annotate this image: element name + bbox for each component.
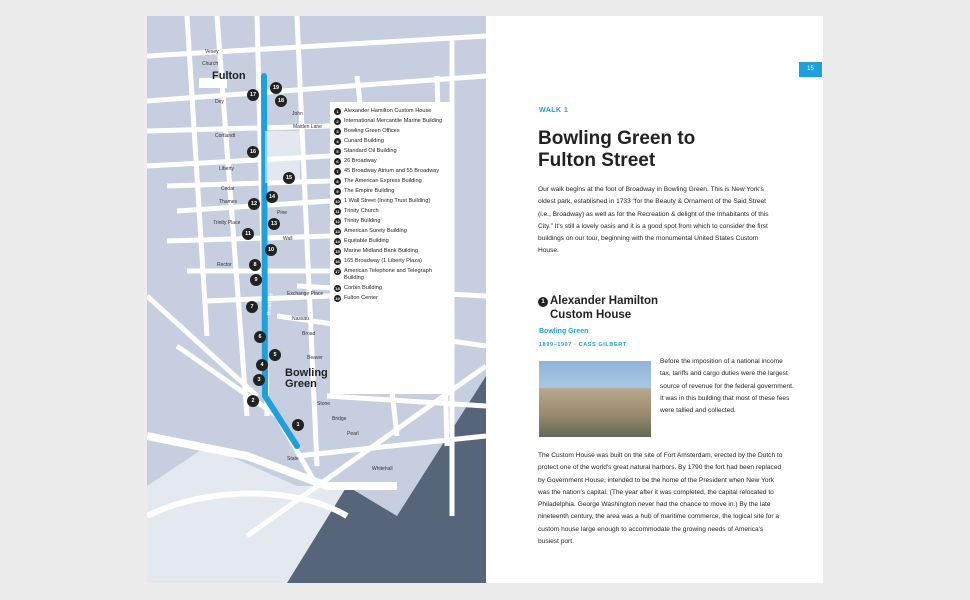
map-label-bowling-green: Bowling Green [285,367,328,390]
legend-item [334,188,448,195]
map-label-thames: Thames [219,199,238,205]
legend-item [334,258,448,265]
map-label-bridge: Bridge [332,416,347,422]
legend-number: 14 [335,239,340,244]
section-number-badge: 1 [538,297,548,307]
legend-number: 12 [335,219,340,224]
legend-text: 165 Broadway (1 Liberty Plaza) [344,258,423,264]
legend-number: 4 [334,138,341,145]
map-label-maiden-lane: Maiden Lane [293,124,322,130]
walk-map [147,16,486,583]
map-marker-6: 6 [254,331,266,343]
page-number: 15 [799,62,822,77]
map-marker-19: 19 [270,82,282,94]
legend-text: Fulton Center [344,295,378,301]
map-marker-13: 13 [268,218,280,230]
legend-number: 9 [334,188,341,195]
map-label-church: Church [202,61,219,67]
map-label-exchange-place: Exchange Place [287,291,324,297]
page-title: Bowling Green to Fulton Street [538,128,696,171]
map-label-whitehall: Whitehall [372,466,393,472]
map-marker-11: 11 [242,228,254,240]
map-label-stone: Stone [317,401,331,407]
legend-item [334,295,448,302]
legend-text: 26 Broadway [344,158,377,164]
legend-number: 18 [335,286,340,291]
map-marker-4: 4 [256,359,268,371]
book-spread [147,16,823,583]
text-page [486,16,823,583]
map-marker-10: 10 [265,244,277,256]
map-label-fulton: Fulton [212,70,246,82]
legend-number: 13 [335,229,340,234]
legend-text: American Surety Building [344,228,407,234]
map-marker-16: 16 [247,146,259,158]
legend-item [334,178,448,185]
legend-text: Trinity Building [344,218,381,224]
legend-item [334,198,448,205]
legend-text: Marine Midland Bank Building [344,248,419,254]
legend-item [334,118,448,125]
legend-number: 1 [334,108,341,115]
legend-number: 7 [334,168,341,175]
map-label-broadway: Broadway [266,292,275,316]
map-label-nassau: Nassau [292,316,309,322]
map-marker-14: 14 [266,191,278,203]
map-marker-3: 3 [253,374,265,386]
legend-text: Cunard Building [344,138,384,144]
map-marker-17: 17 [247,89,259,101]
legend-item [334,148,448,155]
legend-number: 2 [334,118,341,125]
legend-text: Alexander Hamilton Custom House [344,108,432,114]
map-label-cortlandt: Cortlandt [215,133,236,139]
legend-text: International Mercantile Marine Building [344,118,443,124]
legend-number: 6 [334,158,341,165]
section-title [538,294,670,322]
map-legend [330,102,452,394]
map-label-broad: Broad [302,331,316,337]
legend-text: Bowling Green Offices [344,128,400,134]
body-paragraph-1: Before the imposition of a national income tax, tariffs and cargo duties were the largest source of revenue for the federal government. It was in this building that most of these fees were tallied and collected. [660,358,794,415]
map-label-rector: Rector [217,262,232,268]
map-label-pine: Pine [277,210,288,216]
map-marker-15: 15 [283,172,295,184]
map-label-trinity-place: Trinity Place [213,220,241,226]
legend-number: 8 [334,178,341,185]
legend-text: Equitable Building [344,238,389,244]
legend-number: 16 [335,259,340,264]
legend-number: 15 [335,249,340,254]
legend-text: Corbin Building [344,285,382,291]
legend-number: 17 [335,269,340,274]
legend-item [334,108,448,115]
map-label-liberty: Liberty [219,166,235,172]
map-marker-2: 2 [247,395,259,407]
map-marker-18: 18 [275,95,287,107]
map-marker-1: 1 [292,419,304,431]
map-label-pearl: Pearl [347,431,359,437]
legend-item [334,218,448,225]
map-marker-8: 8 [249,259,261,271]
legend-text: 1 Wall Street (Irving Trust Building) [344,198,431,204]
walk-label: WALK 1 [539,107,569,114]
legend-item [334,158,448,165]
legend-item [334,238,448,245]
legend-item [334,138,448,145]
legend-item [334,285,448,292]
legend-number: 3 [334,128,341,135]
body-paragraph-2: The Custom House was built on the site of Fort Amsterdam, erected by the Dutch to protect one of the world's great natural harbors. By 1790 the fort had been replaced by Government House, intended to be the home of the President when New York was the nation's capital. (The year after it was completed, the capital relocated to Philadelphia. George Washington never had the chance to move in.) By the late nineteenth century, the area was a hub of maritime commerce, the logical site for a custom house large enough to accommodate the growing needs of America's busiest port. [538,452,783,546]
legend-item [334,168,448,175]
legend-text: American Telephone and Telegraph Building [344,268,432,281]
map-label-state: State [287,456,299,462]
map-label-cedar: Cedar [221,186,235,192]
legend-number: 10 [335,199,340,204]
legend-item [334,128,448,135]
map-label-beaver: Beaver [307,355,323,361]
legend-text: Standard Oil Building [344,148,397,154]
map-marker-5: 5 [269,349,281,361]
legend-number: 5 [334,148,341,155]
legend-number: 19 [335,296,340,301]
map-marker-7: 7 [246,301,258,313]
legend-item [334,248,448,255]
legend-text: 45 Broadway Atrium and 55 Broadway [344,168,440,174]
legend-text: The American Express Building [344,178,422,184]
section-title-text: Alexander Hamilton Custom House [550,295,658,321]
legend-item [334,228,448,235]
map-marker-12: 12 [248,198,260,210]
legend-number: 11 [335,209,340,214]
legend-text: The Empire Building [344,188,395,194]
map-label-dey: Dey [215,99,224,105]
map-label-vesey: Vesey [205,49,219,55]
intro-paragraph: Our walk begins at the foot of Broadway in Bowling Green. This is New York's oldest park, established in 1733 “for the Beauty & Ornament of the Said Street (i.e., Broadway) as well as for the Recreation & delight of the Inhabitants of this City.” It's still a lovely oasis and it is a good spot from which to consider the first buildings on our tour, beginning with the monumental United States Custom House. [538,186,769,255]
legend-item [334,268,448,282]
map-label-wall: Wall [283,236,293,242]
custom-house-photo [539,361,651,437]
map-label-john: John [292,111,303,117]
section-location: Bowling Green [539,328,589,335]
map-marker-9: 9 [250,274,262,286]
section-date-architect: 1899–1907 · CASS GILBERT [539,342,627,348]
legend-text: Trinity Church [344,208,379,214]
legend-item [334,208,448,215]
